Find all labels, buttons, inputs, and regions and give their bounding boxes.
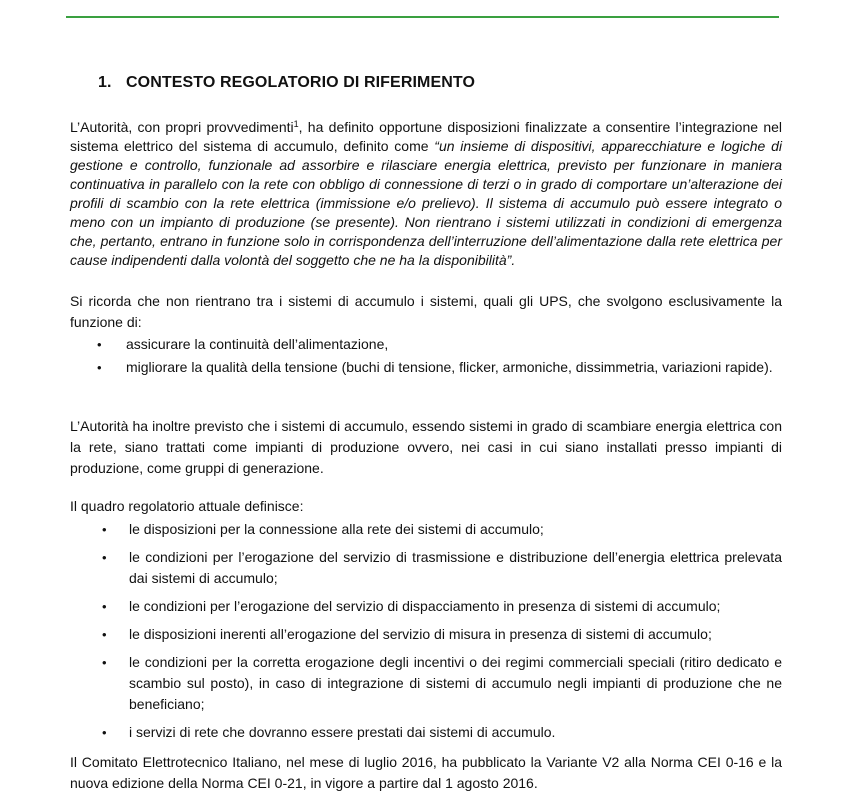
list-item: • le disposizioni inerenti all’erogazione del servizio di misura in presenza di sistemi di accumulo;: [102, 624, 782, 645]
paragraph-intro: L’Autorità, con propri provvedimenti: [70, 119, 294, 135]
bullet-icon: •: [102, 599, 107, 614]
list-item: • le condizioni per l’erogazione del servizio di dispacciamento in presenza di sistemi di accumulo;: [102, 596, 782, 617]
regulatory-framework-list: [102, 519, 782, 750]
paragraph-definition: [70, 118, 782, 270]
bullet-icon: •: [97, 360, 102, 375]
definition-quote: “un insieme di dispositivi, apparecchiature e logiche di gestione e controllo, funzionale ad assorbire e rilasciare energia elettrica, previsto per funzionare in maniera continuativa in parallelo con la rete con obbligo di connessione di terzi o in grado di comportare un’alterazione dei profili di scambio con la rete elettrica (immissione e/o prelievo). Il sistema di accumulo può essere integrato o meno con un impianto di produzione (se presente). Non rientrano i sistemi utilizzati in condizioni di emergenza che, pertanto, entrano in funzione solo in corrispondenza dell’interruzione dell’alimentazione dalla rete elettrica per cause indipendenti dalla volontà del soggetto che ne ha la disponibilità”.: [70, 138, 782, 268]
bullet-icon: •: [102, 550, 107, 565]
bullet-icon: •: [102, 627, 107, 642]
bullet-icon: •: [102, 522, 107, 537]
paragraph-framework-intro: Il quadro regolatorio attuale definisce:: [70, 498, 304, 514]
bullet-icon: •: [97, 337, 102, 352]
list-item: • le condizioni per la corretta erogazione degli incentivi o dei regimi commerciali speciali (ritiro dedicato e scambio sul posto), in caso di integrazione di sistemi di accumulo negli impianti di produzione che ne beneficiano;: [102, 654, 782, 712]
list-item: • migliorare la qualità della tensione (buchi di tensione, flicker, armoniche, dissimmetria, variazioni rapide).: [97, 357, 782, 378]
footnote-ref[interactable]: 1: [293, 119, 299, 129]
section-title-text: CONTESTO REGOLATORIO DI RIFERIMENTO: [126, 74, 475, 91]
section-heading: [98, 74, 475, 92]
bullet-icon: •: [102, 725, 107, 740]
ups-function-list: [97, 334, 782, 378]
list-item: • i servizi di rete che dovranno essere prestati dai sistemi di accumulo.: [102, 722, 782, 743]
paragraph-intro-cont: , ha definito opportune disposizioni finalizzate a consentire l’integrazione nel sistema elettrico del sistema di accumulo, definito come: [70, 119, 782, 154]
list-item: • assicurare la continuità dell’alimentazione,: [97, 334, 782, 355]
paragraph-ups: Si ricorda che non rientrano tra i sistemi di accumulo i sistemi, quali gli UPS, che svolgono esclusivamente la funzione di:: [70, 293, 782, 330]
bullet-icon: •: [102, 655, 107, 670]
header-rule: [66, 16, 779, 18]
section-number: 1.: [98, 74, 112, 91]
list-item: • le disposizioni per la connessione alla rete dei sistemi di accumulo;: [102, 519, 782, 540]
paragraph-cei: Il Comitato Elettrotecnico Italiano, nel mese di luglio 2016, ha pubblicato la Variante V2 alla Norma CEI 0-16 e la nuova edizione della Norma CEI 0-21, in vigore a partire dal 1 agosto 2016.: [70, 754, 782, 791]
list-item: • le condizioni per l’erogazione del servizio di trasmissione e distribuzione dell’energia elettrica prelevata dai sistemi di accumulo;: [102, 549, 782, 586]
paragraph-production: L’Autorità ha inoltre previsto che i sistemi di accumulo, essendo sistemi in grado di scambiare energia elettrica con la rete, siano trattati come impianti di produzione ovvero, nei casi in cui siano installati presso impianti di produzione, come gruppi di generazione.: [70, 418, 782, 476]
